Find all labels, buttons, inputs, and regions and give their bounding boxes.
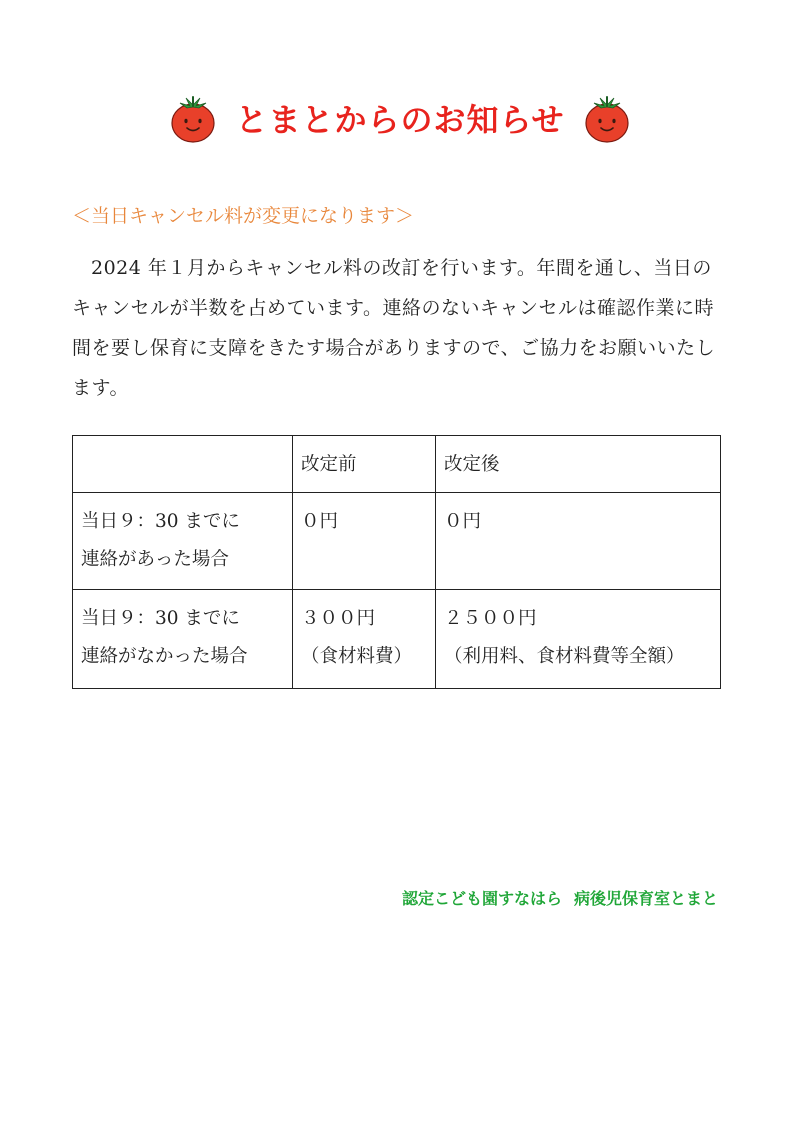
page-title: とまとからのお知らせ bbox=[235, 101, 565, 139]
table-row bbox=[73, 493, 721, 590]
table-header-before: 改定前 bbox=[293, 436, 436, 493]
condition-line: 当日９：30 までに bbox=[81, 608, 240, 629]
tomato-face-icon bbox=[583, 91, 631, 145]
footer-org: 認定こども園すなはら bbox=[401, 889, 562, 908]
tomato-face-icon bbox=[169, 91, 217, 145]
footer-room: 病後児保育室とまと bbox=[573, 889, 718, 908]
fee-table bbox=[72, 435, 721, 689]
notice-body: 2024 年１月からキャンセル料の改訂を行います。年間を通し、当日のキャンセルが半数を占めています。連絡のないキャンセルは確認作業に時間を要し保育に支障をきたす場合がありますので、ご協力をお願いいたします。 bbox=[72, 257, 716, 399]
table-header-after: 改定後 bbox=[436, 436, 721, 493]
title-banner bbox=[0, 88, 800, 148]
table-header-row bbox=[73, 436, 721, 493]
fee-amount: ２５００円 bbox=[444, 608, 537, 629]
table-row bbox=[73, 590, 721, 689]
condition-line: 連絡がなかった場合 bbox=[81, 646, 248, 667]
condition-line: 当日９：30 までに bbox=[81, 511, 240, 532]
fee-after-cell bbox=[436, 590, 721, 689]
fee-before-cell bbox=[293, 493, 436, 590]
row-condition-cell bbox=[73, 493, 293, 590]
table-header-empty bbox=[73, 436, 293, 493]
notice-subtitle: ＜当日キャンセル料が変更になります＞ bbox=[72, 205, 415, 227]
fee-note: （利用料、食材料費等全額） bbox=[444, 646, 685, 667]
row-condition-cell bbox=[73, 590, 293, 689]
condition-line: 連絡があった場合 bbox=[81, 549, 229, 570]
fee-amount: ０円 bbox=[301, 511, 339, 532]
fee-note: （食材料費） bbox=[301, 646, 413, 667]
fee-amount: ３００円 bbox=[301, 608, 376, 629]
fee-amount: ０円 bbox=[444, 511, 482, 532]
footer-signature bbox=[402, 886, 718, 909]
fee-before-cell bbox=[293, 590, 436, 689]
fee-after-cell bbox=[436, 493, 721, 590]
